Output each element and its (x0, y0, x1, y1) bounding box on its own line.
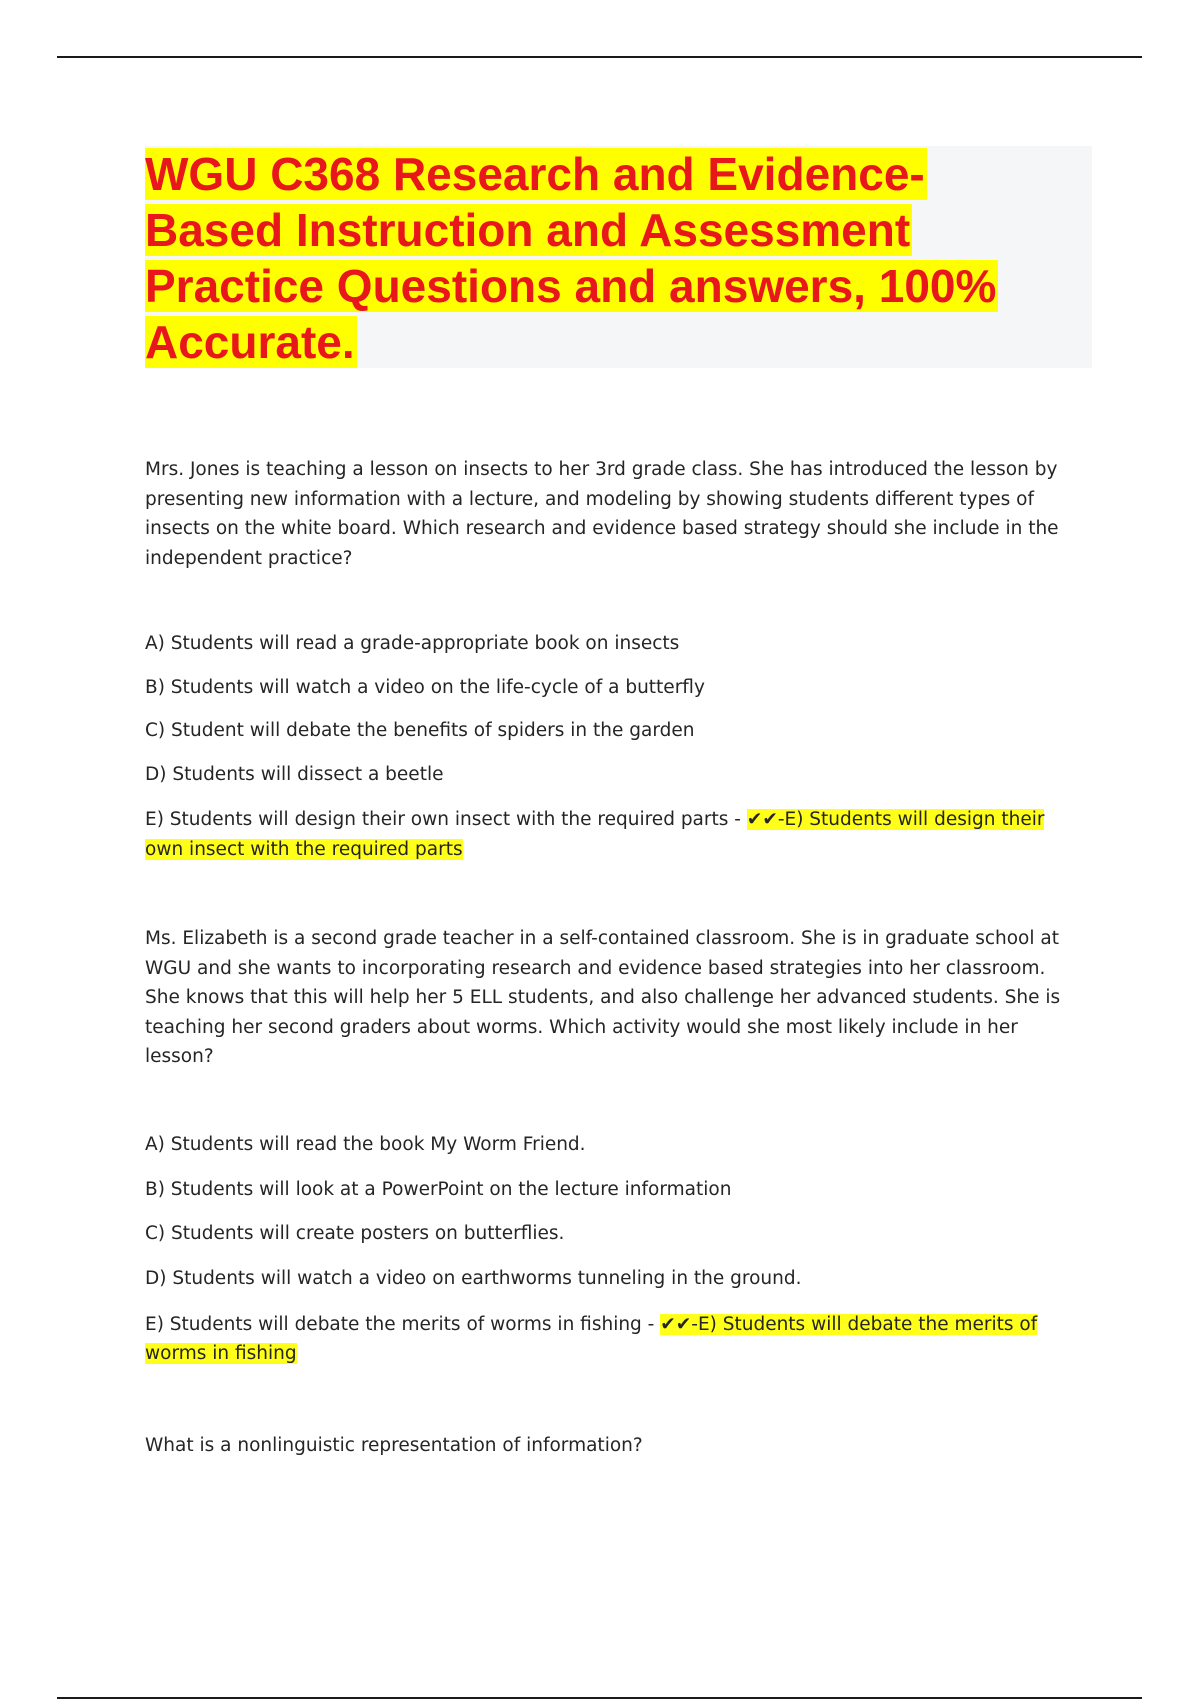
question-1-option-c: C) Student will debate the benefits of spiders in the garden (145, 720, 695, 741)
document-title-text: WGU C368 Research and Evidence-Based Instruction and Assessment Practice Questions and answers, 100% Accurate. (145, 148, 997, 368)
document-body (145, 455, 1085, 1460)
question-2-checkmark-icon: ✔✔ (660, 1313, 692, 1335)
question-1-answer-text: -E) Students will design their own insect with the required parts (145, 809, 1045, 860)
question-1-option-e (145, 805, 1085, 864)
question-1-text: Mrs. Jones is teaching a lesson on insects to her 3rd grade class. She has introduced the lesson by presenting new information with a lecture, and modeling by showing students different types of insects on the white board. Which research and evidence based strategy should she include in the independent practice? (145, 459, 1059, 569)
document-title (145, 146, 1055, 370)
question-1-option-e-text: E) Students will design their own insect with the required parts - (145, 809, 747, 830)
question-1-option-a: A) Students will read a grade-appropriate book on insects (145, 633, 680, 654)
top-divider (57, 56, 1142, 58)
question-2-option-d: D) Students will watch a video on earthworms tunneling in the ground. (145, 1268, 802, 1289)
question-1-options (145, 629, 1085, 864)
question-2-text: Ms. Elizabeth is a second grade teacher in a self-contained classroom. She is in graduate school at WGU and she wants to incorporating research and evidence based strategies into her classroom. She knows that this will help her 5 ELL students, and also challenge her advanced students. She is teaching her second graders about worms. Which activity would she most likely include in her lesson? (145, 928, 1061, 1067)
question-2-options (145, 1130, 1085, 1369)
question-2 (145, 924, 1085, 1369)
title-block (145, 146, 1092, 368)
question-2-option-b: B) Students will look at a PowerPoint on the lecture information (145, 1179, 732, 1200)
question-2-option-a: A) Students will read the book My Worm Friend. (145, 1133, 586, 1155)
question-1-option-d: D) Students will dissect a beetle (145, 763, 444, 785)
question-1-option-b: B) Students will watch a video on the life-cycle of a butterfly (145, 676, 705, 698)
question-2-option-e (145, 1310, 1085, 1369)
question-2-option-c: C) Students will create posters on butterflies. (145, 1222, 565, 1244)
question-2-answer-text: -E) Students will debate the merits of worms in fishing (145, 1313, 1038, 1364)
question-3-text: What is a nonlinguistic representation of information? (145, 1434, 643, 1456)
question-1 (145, 455, 1085, 864)
bottom-divider (57, 1697, 1142, 1699)
question-1-checkmark-icon: ✔✔ (746, 809, 778, 830)
question-3 (145, 1431, 1085, 1461)
question-2-option-e-text: E) Students will debate the merits of worms in fishing - (145, 1313, 661, 1335)
